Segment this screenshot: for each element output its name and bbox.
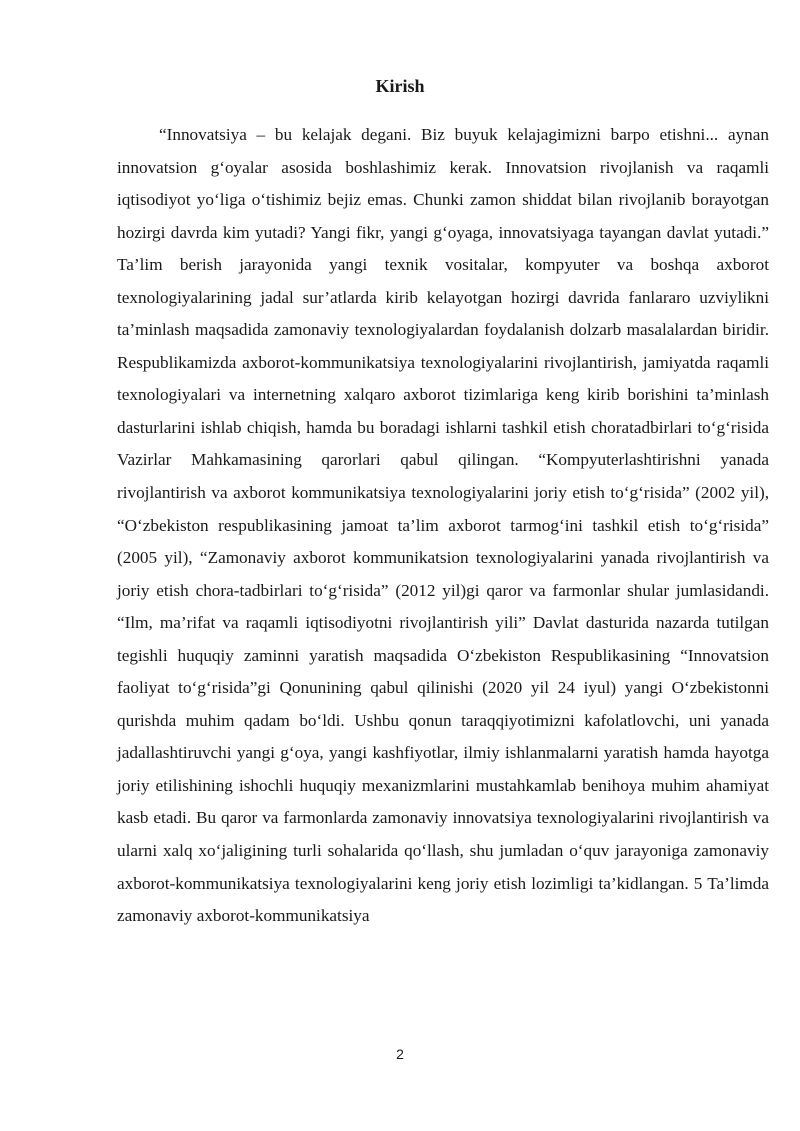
body-paragraph: “Innovatsiya – bu kelajak degani. Biz buyuk kelajagimizni barpo etishni... aynan innovatsion g‘oyalar asosida boshlashimiz kerak. Innovatsion rivojlanish va raqamli iqtisodiyot yo‘liga o‘tishimiz bejiz emas. Chunki zamon shiddat bilan rivojlanib borayotgan hozirgi davrda kim yutadi? Yangi fikr, yangi g‘oyaga, innovatsiyaga tayangan davlat yutadi.” Ta’lim berish jarayonida yangi texnik vositalar, kompyuter va boshqa axborot texnologiyalarining jadal sur’atlarda kirib kelayotgan hozirgi davrida fanlararo uzviylikni ta’minlash maqsadida zamonaviy texnologiyalardan foydalanish dolzarb masalalardan biridir. Respublikamizda axborot-kommunikatsiya texnologiyalarini rivojlantirish, jamiyatda raqamli texnologiyalari va internetning xalqaro axborot tizimlariga keng kirib borishini ta’minlash dasturlarini ishlab chiqish, hamda bu boradagi ishlarni tashkil etish choratadbirlari to‘g‘risida Vazirlar Mahkamasining qarorlari qabul qilingan. “Kompyuterlashtirishni yanada rivojlantirish va axborot kommunikatsiya texnologiyalarini joriy etish to‘g‘risida” (2002 yil), “O‘zbekiston respublikasining jamoat ta’lim axborot tarmog‘ini tashkil etish to‘g‘risida” (2005 yil), “Zamonaviy axborot kommunikatsion texnologiyalarini yanada rivojlantirish va joriy etish chora-tadbirlari to‘g‘risida” (2012 yil)gi qaror va farmonlar shular jumlasidandi. “Ilm, ma’rifat va raqamli iqtisodiyotni rivojlantirish yili” Davlat dasturida nazarda tutilgan tegishli huquqiy zaminni yaratish maqsadida O‘zbekiston Respublikasining “Innovatsion faoliyat to‘g‘risida”gi Qonunining qabul qilinishi (2020 yil 24 iyul) yangi O‘zbekistonni qurishda muhim qadam bo‘ldi. Ushbu qonun taraqqiyotimizni kafolatlovchi, uni yanada jadallashtiruvchi yangi g‘oya, yangi kashfiyotlar, ilmiy ishlanmalarni yaratish hamda hayotga joriy etilishining ishochli huquqiy mexanizmlarini mustahkamlab benihoya muhim ahamiyat kasb etadi. Bu qaror va farmonlarda zamonaviy innovatsiya texnologiyalarini rivojlantirish va ularni xalq xo‘jaligining turli sohalarida qo‘llash, shu jumladan o‘quv jarayoniga zamonaviy axborot-kommunikatsiya texnologiyalarini keng joriy etish lozimligi ta’kidlangan. 5 Ta’limda zamonaviy axborot-kommunikatsiya <box>117 125 769 926</box>
page-number: 2 <box>396 1046 404 1062</box>
page-title: Kirish <box>375 76 425 96</box>
